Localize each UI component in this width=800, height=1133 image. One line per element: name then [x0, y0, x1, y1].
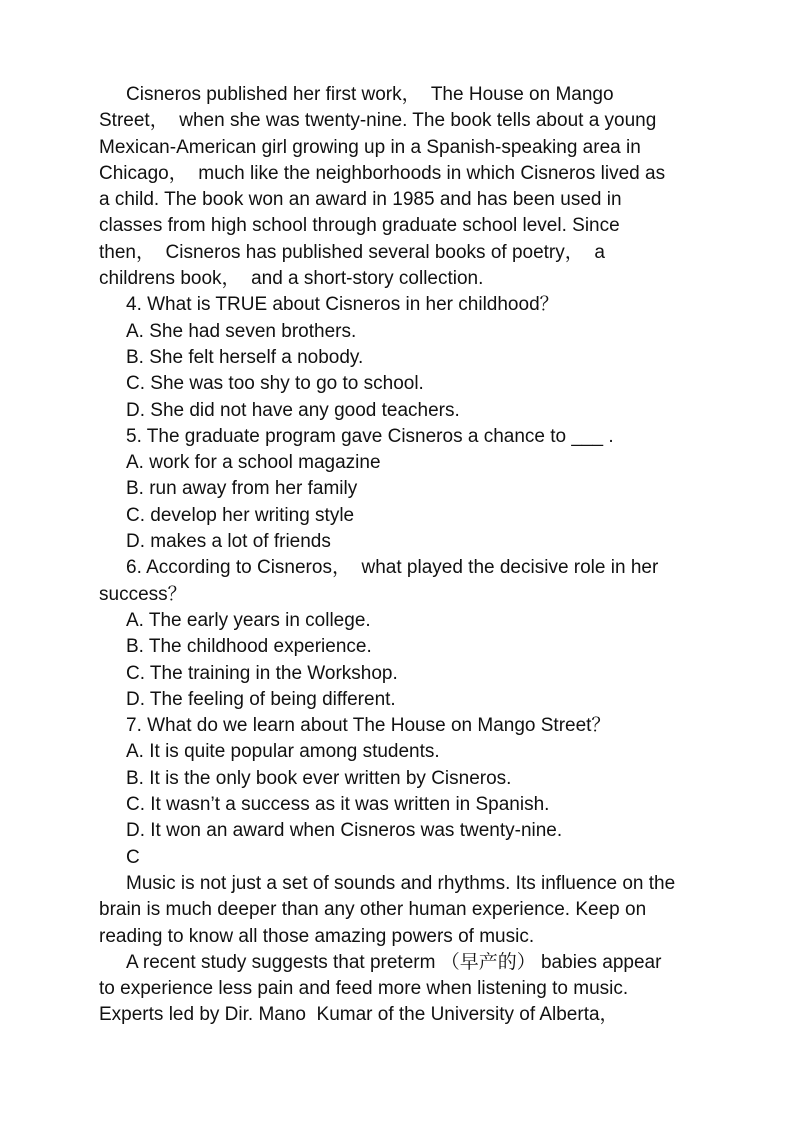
question-6: [99, 555, 719, 713]
document-page: [99, 82, 719, 1029]
text-line: Cisneros published her first work， The House on Mango: [126, 84, 614, 105]
text-line: Mexican-American girl growing up in a Spanish-speaking area in: [99, 136, 641, 158]
question-text: 5. The graduate program gave Cisneros a chance to ___ .: [126, 425, 614, 447]
question-7: [99, 713, 719, 844]
option-a: A. It is quite popular among students.: [126, 741, 440, 763]
question-text: 6. According to Cisneros， what played the decisive role in her: [126, 557, 659, 579]
text-line: Experts led by Dir. Mano Kumar of the University of Alberta，: [99, 1004, 619, 1026]
section-label: C: [126, 846, 140, 868]
question-text-continued: success？: [99, 583, 187, 605]
text-line: Street， when she was twenty-nine. The book tells about a young: [99, 110, 657, 132]
text-line: Music is not just a set of sounds and rhythms. Its influence on the: [126, 872, 676, 894]
text-line: Chicago， much like the neighborhoods in which Cisneros lived as: [99, 162, 666, 184]
passage-c-paragraph-2: [99, 950, 719, 1029]
option-d: D. It won an award when Cisneros was twenty-nine.: [126, 820, 563, 842]
option-c: C. She was too shy to go to school.: [126, 373, 424, 395]
question-4: [99, 292, 719, 423]
text-line: brain is much deeper than any other human experience. Keep on: [99, 899, 647, 921]
passage-c-paragraph-1: [99, 871, 719, 950]
option-d: D. The feeling of being different.: [126, 688, 396, 710]
text-line: classes from high school through graduate school level. Since: [99, 215, 620, 237]
option-d: D. makes a lot of friends: [126, 531, 331, 553]
option-b: B. run away from her family: [126, 478, 358, 500]
text-line: to experience less pain and feed more when listening to music.: [99, 978, 629, 1000]
option-c: C. The training in the Workshop.: [126, 662, 398, 684]
option-a: A. The early years in college.: [126, 609, 371, 631]
question-text: 7. What do we learn about The House on Mango Street？: [126, 715, 611, 737]
text-line: A recent study suggests that preterm （早产的） babies appear: [126, 951, 662, 973]
text-line: reading to know all those amazing powers of music.: [99, 925, 535, 947]
passage-b-paragraph: [99, 82, 719, 292]
text-line: a child. The book won an award in 1985 and has been used in: [99, 189, 622, 211]
option-b: B. She felt herself a nobody.: [126, 346, 364, 368]
question-5: [99, 424, 719, 555]
text-line: then， Cisneros has published several books of poetry， a: [99, 241, 605, 263]
option-a: A. work for a school magazine: [126, 452, 381, 474]
option-a: A. She had seven brothers.: [126, 320, 357, 342]
option-b: B. The childhood experience.: [126, 636, 372, 658]
option-c: C. develop her writing style: [126, 504, 355, 526]
question-text: 4. What is TRUE about Cisneros in her childhood？: [126, 294, 559, 316]
option-c: C. It wasn’t a success as it was written in Spanish.: [126, 794, 550, 816]
option-b: B. It is the only book ever written by Cisneros.: [126, 767, 512, 789]
text-line: childrens book， and a short-story collection.: [99, 268, 484, 290]
option-d: D. She did not have any good teachers.: [126, 399, 460, 421]
